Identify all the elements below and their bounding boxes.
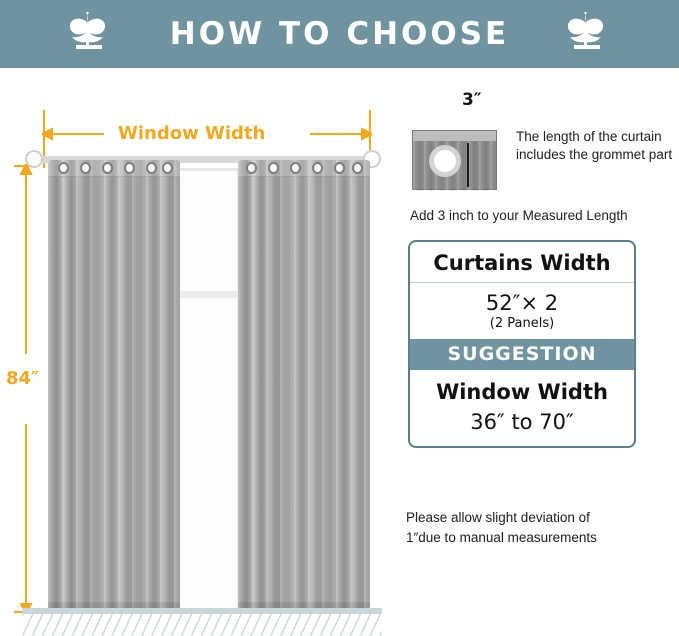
grommet-detail-top-band bbox=[413, 131, 496, 141]
grommet-icon bbox=[162, 162, 173, 174]
fleur-de-lis-icon bbox=[62, 10, 116, 58]
footnote-line-1: Please allow slight deviation of bbox=[406, 510, 590, 525]
curtain-window-illustration bbox=[0, 68, 400, 636]
curtains-width-panels: (2 Panels) bbox=[489, 316, 555, 331]
header-banner bbox=[0, 0, 679, 68]
curtain-panel-right bbox=[238, 160, 370, 612]
deviation-footnote bbox=[406, 508, 676, 549]
grommet-icon bbox=[80, 162, 91, 174]
grommet-measure-label: 3″ bbox=[462, 90, 482, 110]
grommet-height-arrow bbox=[467, 143, 469, 187]
window-width-title: Window Width bbox=[436, 380, 608, 404]
curtain-header-band bbox=[238, 160, 370, 177]
fleur-de-lis-icon bbox=[560, 10, 614, 58]
grommet-ring-icon bbox=[429, 145, 461, 177]
curtains-width-title: Curtains Width bbox=[410, 242, 634, 283]
grommet-icon bbox=[290, 162, 301, 174]
curtain-height-measure-label: 84″ bbox=[6, 368, 40, 389]
page-title: HOW TO CHOOSE bbox=[169, 16, 510, 52]
suggestion-banner: SUGGESTION bbox=[410, 339, 634, 370]
right-info-column bbox=[404, 68, 679, 636]
suggestion-card bbox=[408, 240, 636, 448]
curtain-pleats bbox=[238, 160, 370, 612]
grommet-note-text: The length of the curtain includes the grommet part bbox=[516, 129, 673, 163]
curtain-panel-left bbox=[48, 160, 180, 612]
curtain-pleats bbox=[48, 160, 180, 612]
height-dimension-arrow bbox=[14, 164, 38, 614]
window-width-range: 36″ to 70″ bbox=[470, 410, 574, 434]
grommet-icon bbox=[146, 162, 157, 174]
grommet-icon bbox=[312, 162, 323, 174]
grommet-icon bbox=[268, 162, 279, 174]
grommet-detail-swatch bbox=[412, 130, 497, 190]
window-width-measure-label: Window Width bbox=[118, 123, 266, 144]
grommet-icon bbox=[246, 162, 257, 174]
curtain-rod-finial-left bbox=[25, 150, 43, 168]
floor-hatching bbox=[22, 614, 382, 636]
grommet-icon bbox=[102, 162, 113, 174]
curtains-width-value: 52″× 2 bbox=[485, 291, 559, 315]
grommet-icon bbox=[58, 162, 69, 174]
footnote-line-2: 1″due to manual measurements bbox=[406, 530, 597, 546]
grommet-icon bbox=[334, 162, 345, 174]
add-length-note: Add 3 inch to your Measured Length bbox=[410, 208, 628, 223]
grommet-icon bbox=[352, 162, 363, 174]
grommet-icon bbox=[124, 162, 135, 174]
